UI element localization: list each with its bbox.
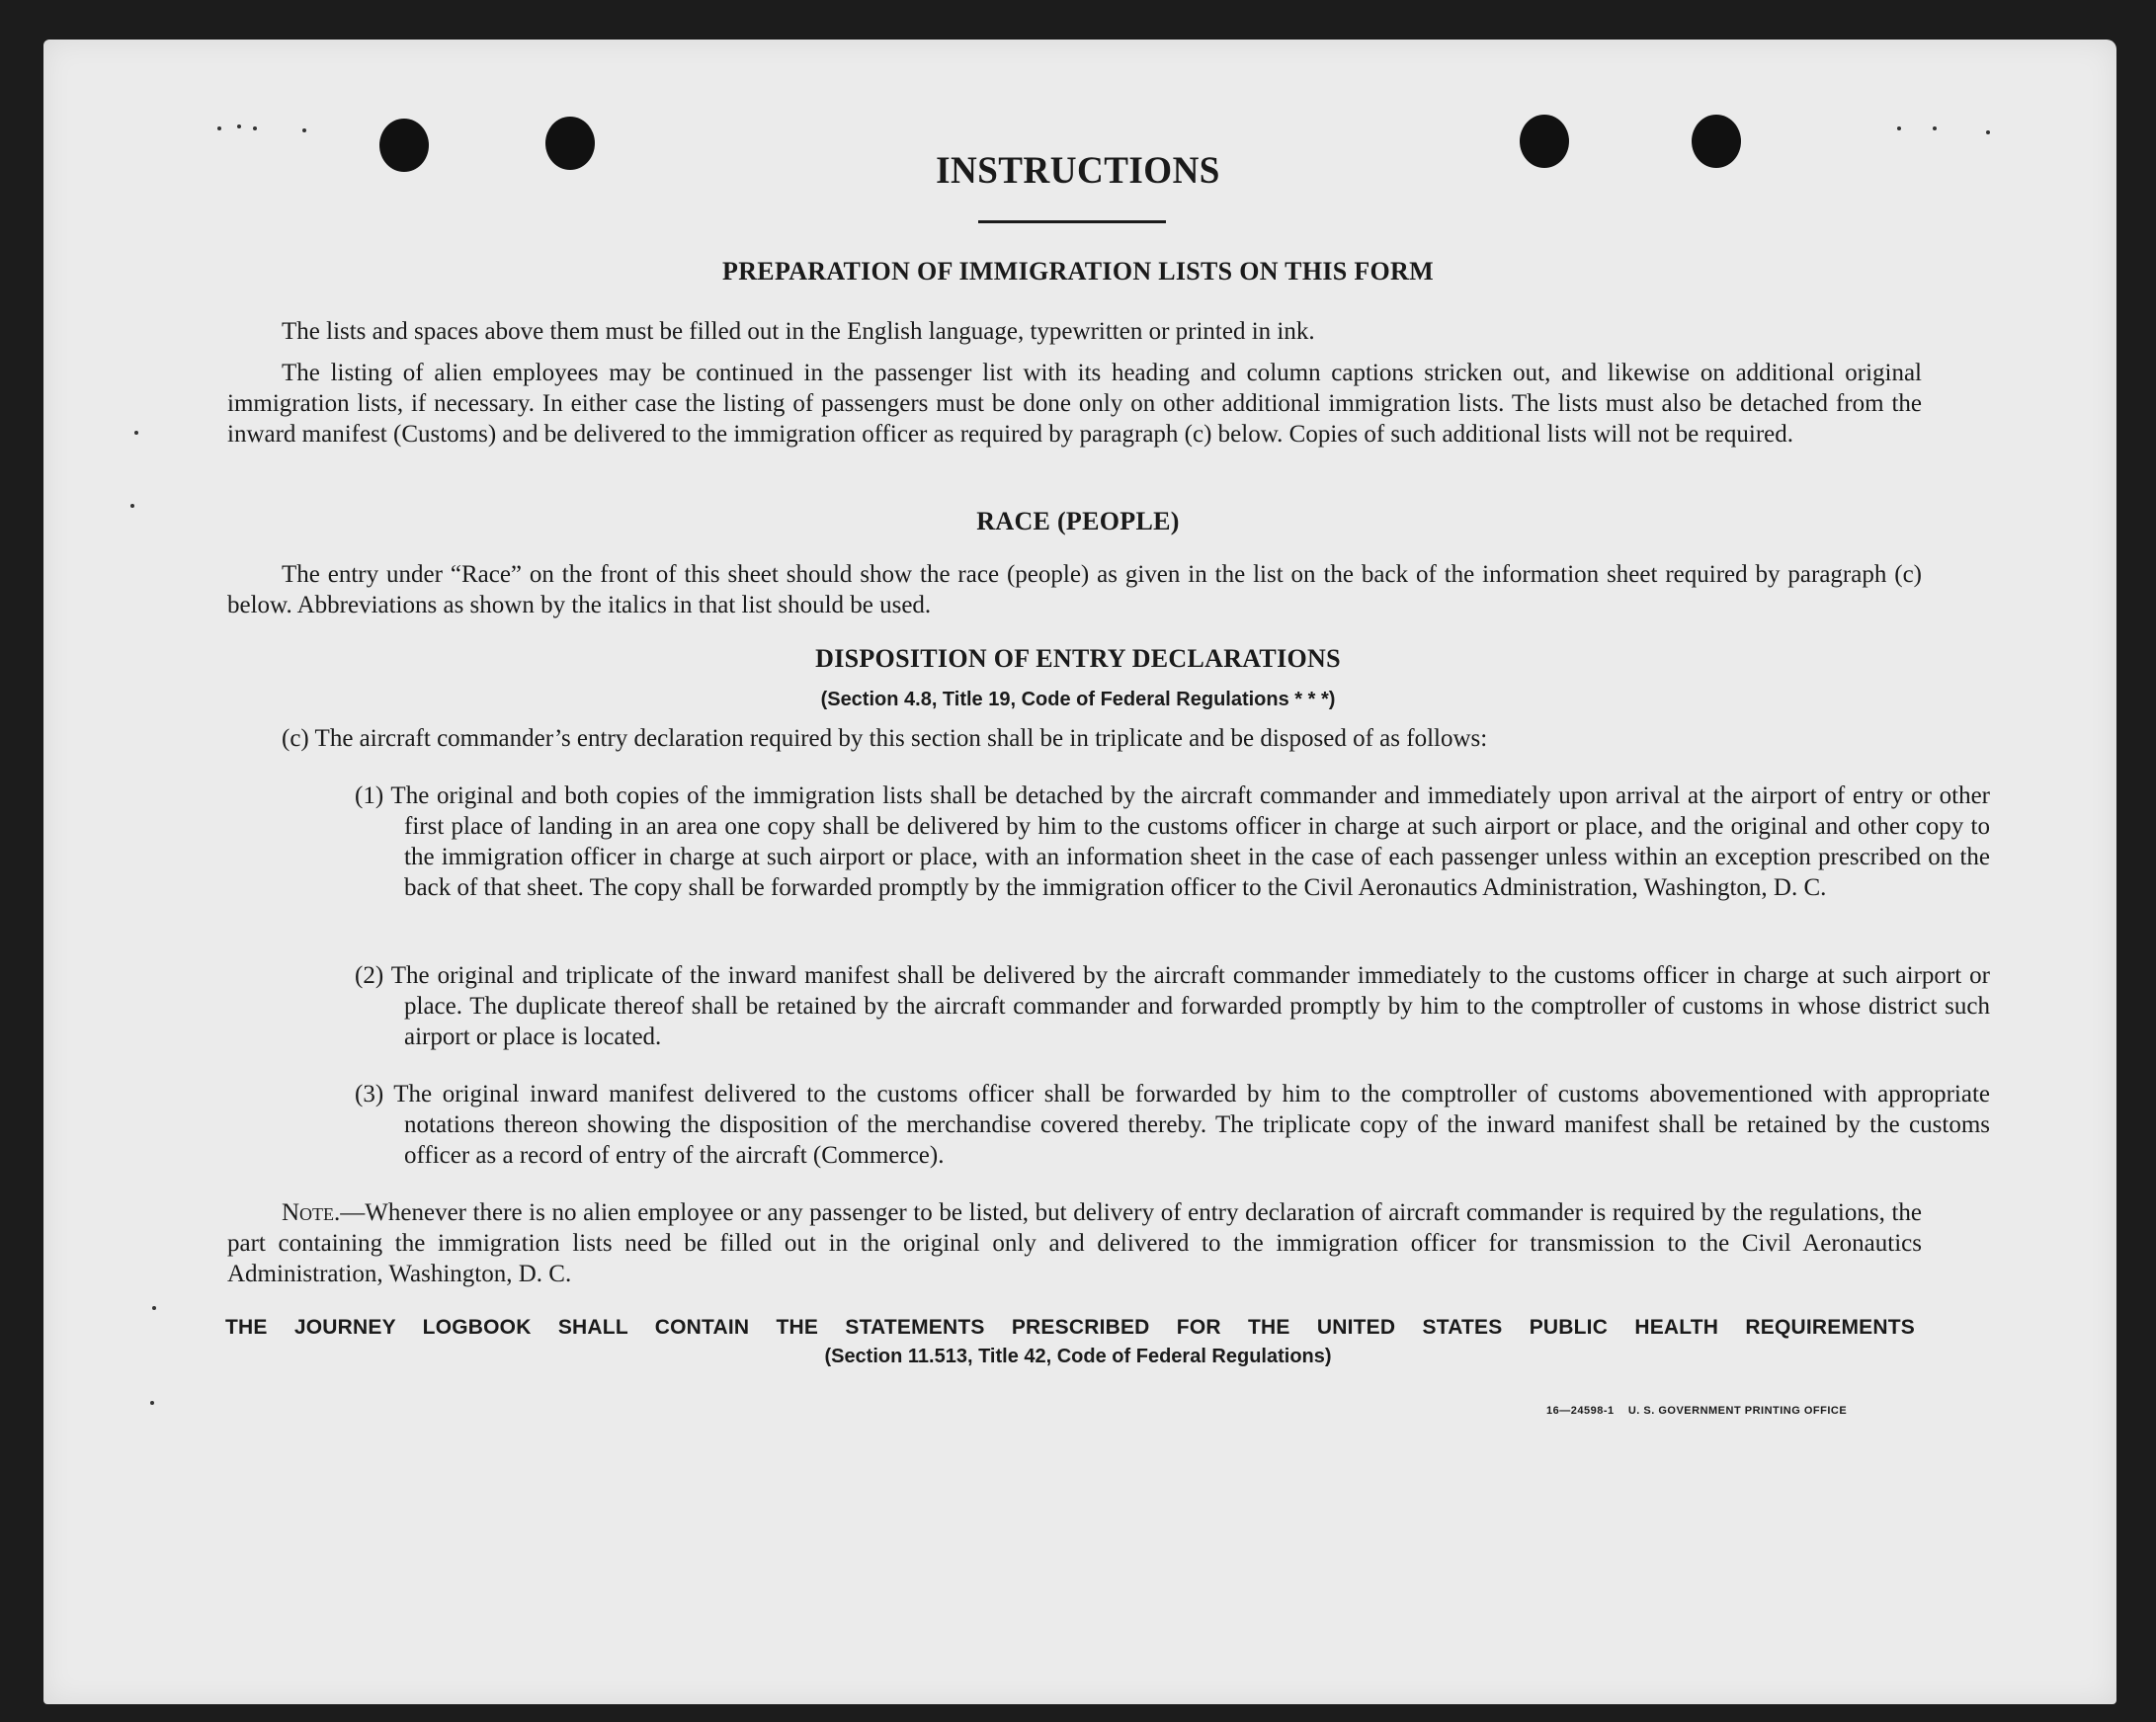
page-title: INSTRUCTIONS [936,149,1220,192]
disposition-item-1: (1) The original and both copies of the immigration lists shall be detached by the aircraft commander and immediately upon arrival at the airport of entry or other first place of landing in an area one copy shall be delivered by him to the customs officer in charge at such airport or place, and the original and other copy to the immigration officer in charge at such airport or place, with an information sheet in the case of each passenger unless within an exception prescribed on the back of that sheet. The copy shall be forwarded promptly by the immigration officer to the Civil Aeronautics Administration, Washington, D. C. [355,782,1990,901]
speck [237,124,241,128]
section-heading-disposition: DISPOSITION OF ENTRY DECLARATIONS [815,644,1341,673]
note-text: —Whenever there is no alien employee or any passenger to be listed, but delivery of entry declaration of aircraft commander is required by the regulations, the part containing the immigration lists need be filled out in the original only and delivered to the immigration officer for transmission to the Civil Aeronautics Administration, Washington, D. C. [227,1199,1922,1287]
preparation-paragraph-1: The lists and spaces above them must be filled out in the English language, typewritten or printed in ink. [282,318,1315,345]
printer-name: U. S. GOVERNMENT PRINTING OFFICE [1627,1405,1848,1417]
speck [150,1401,154,1405]
note-label: Note. [282,1199,341,1226]
disposition-item-3: (3) The original inward manifest delivered to the customs officer shall be forwarded by him to the comptroller of customs abovementioned with appropriate notations thereon showing the disposition of the merchandise covered thereby. The triplicate copy of the inward manifest shall be retained by the customs officer as a record of entry of the aircraft (Commerce). [355,1081,1990,1169]
note-paragraph [227,1197,1922,1289]
section-heading-race: RACE (PEOPLE) [976,507,1180,535]
race-paragraph: The entry under “Race” on the front of this sheet should show the race (people) as given in the list on the back of the information sheet required by paragraph (c) below. Abbreviations as shown by the italics in that list should be used. [227,561,1922,618]
speck [1933,126,1937,130]
speck [253,126,257,130]
speck [217,126,221,130]
speck [152,1306,156,1310]
title-underline [978,220,1166,223]
health-requirements-citation: (Section 11.513, Title 42, Code of Federal Regulations) [824,1346,1332,1367]
section-heading-preparation: PREPARATION OF IMMIGRATION LISTS ON THIS FORM [722,257,1434,286]
disposition-citation: (Section 4.8, Title 19, Code of Federal Regulations * * *) [820,689,1336,710]
speck [302,128,306,132]
speck [1897,126,1901,130]
preparation-paragraph-2: The listing of alien employees may be continued in the passenger list with its heading and column captions stricken out, and likewise on additional original immigration lists, if necessary. In either case the listing of passengers must be done only on other additional immigration lists. The lists must also be detached from the inward manifest (Customs) and be delivered to the immigration officer as required by paragraph (c) below. Copies of such additional lists will not be required. [227,360,1922,448]
footer-print-code [1546,1405,1847,1417]
disposition-item-2: (2) The original and triplicate of the inward manifest shall be delivered by the aircraft commander immediately to the customs officer in charge at such airport or place. The duplicate thereof shall be retained by the aircraft commander and forwarded promptly by him to the comptroller of customs in whose district such airport or place is located. [355,962,1990,1050]
speck [134,431,138,435]
disposition-intro: (c) The aircraft commander’s entry declaration required by this section shall be in triplicate and be disposed of as follows: [282,725,1488,752]
health-requirements-line: THE JOURNEY LOGBOOK SHALL CONTAIN THE STATEMENTS PRESCRIBED FOR THE UNITED STATES PUBLIC HEALTH REQUIREMENTS [225,1316,1915,1339]
speck [1986,130,1990,134]
form-code: 16—24598-1 [1546,1405,1615,1417]
